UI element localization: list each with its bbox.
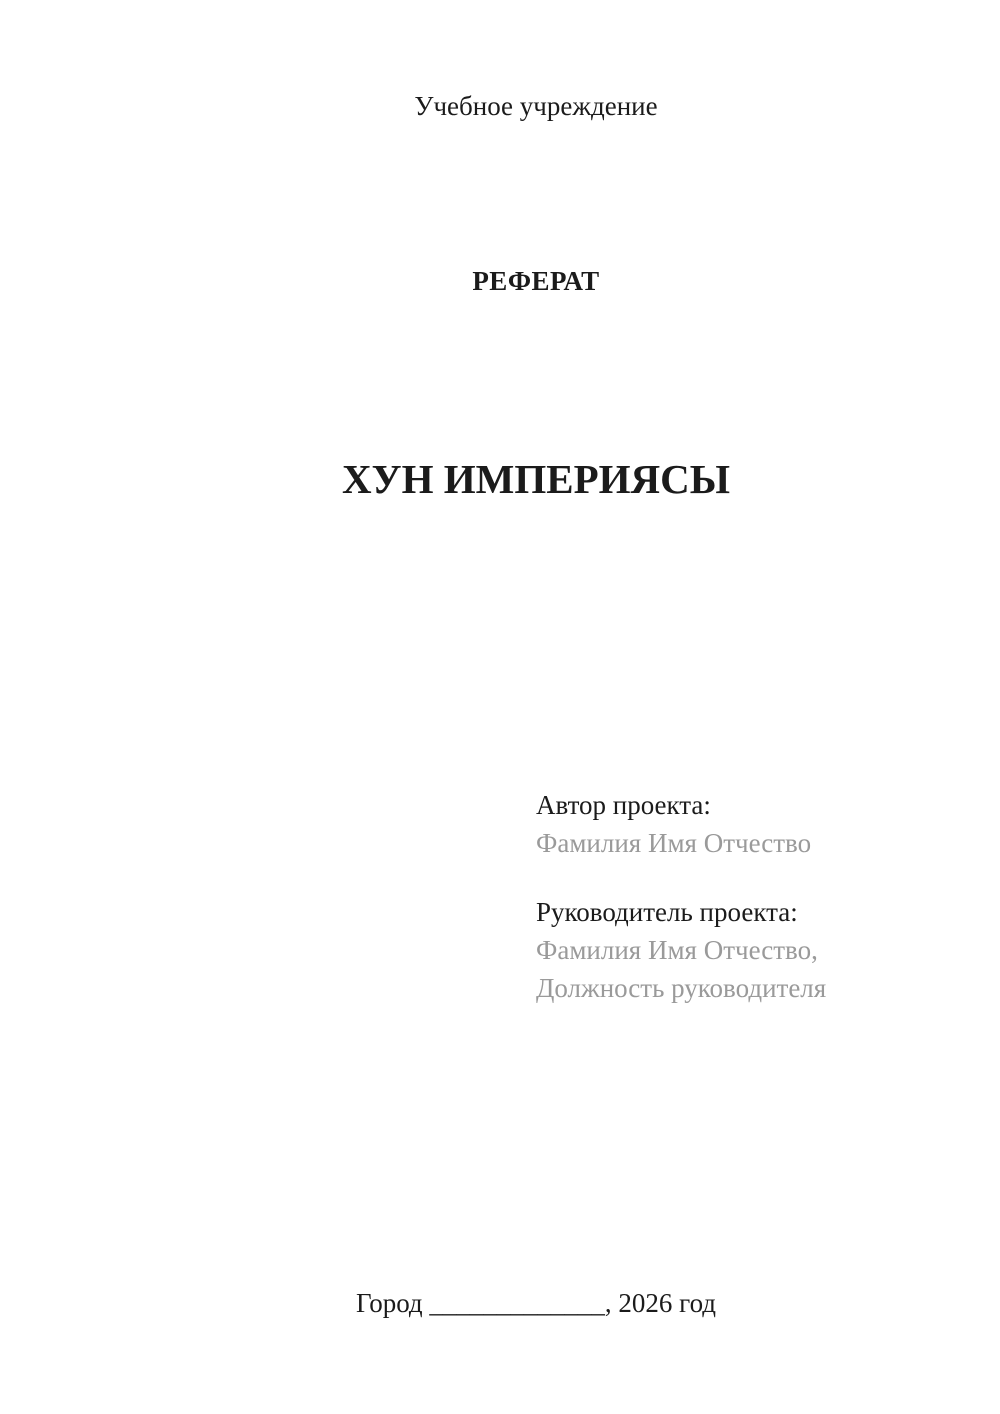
supervisor-label: Руководитель проекта: [536,897,798,927]
credits-block [536,786,826,1007]
institution-name: Учебное учреждение [414,91,658,121]
author-label: Автор проекта: [536,790,711,820]
author-group [536,786,826,862]
supervisor-position-placeholder: Должность руководителя [536,973,827,1003]
document-type-label: РЕФЕРАТ [472,266,600,296]
author-name-placeholder: Фамилия Имя Отчество [536,828,812,858]
document-title: ХУН ИМПЕРИЯСЫ [341,456,731,502]
supervisor-group [536,893,826,1007]
supervisor-name-placeholder: Фамилия Имя Отчество, [536,935,818,965]
city-year-line: Город _____________, 2026 год [355,1288,717,1318]
